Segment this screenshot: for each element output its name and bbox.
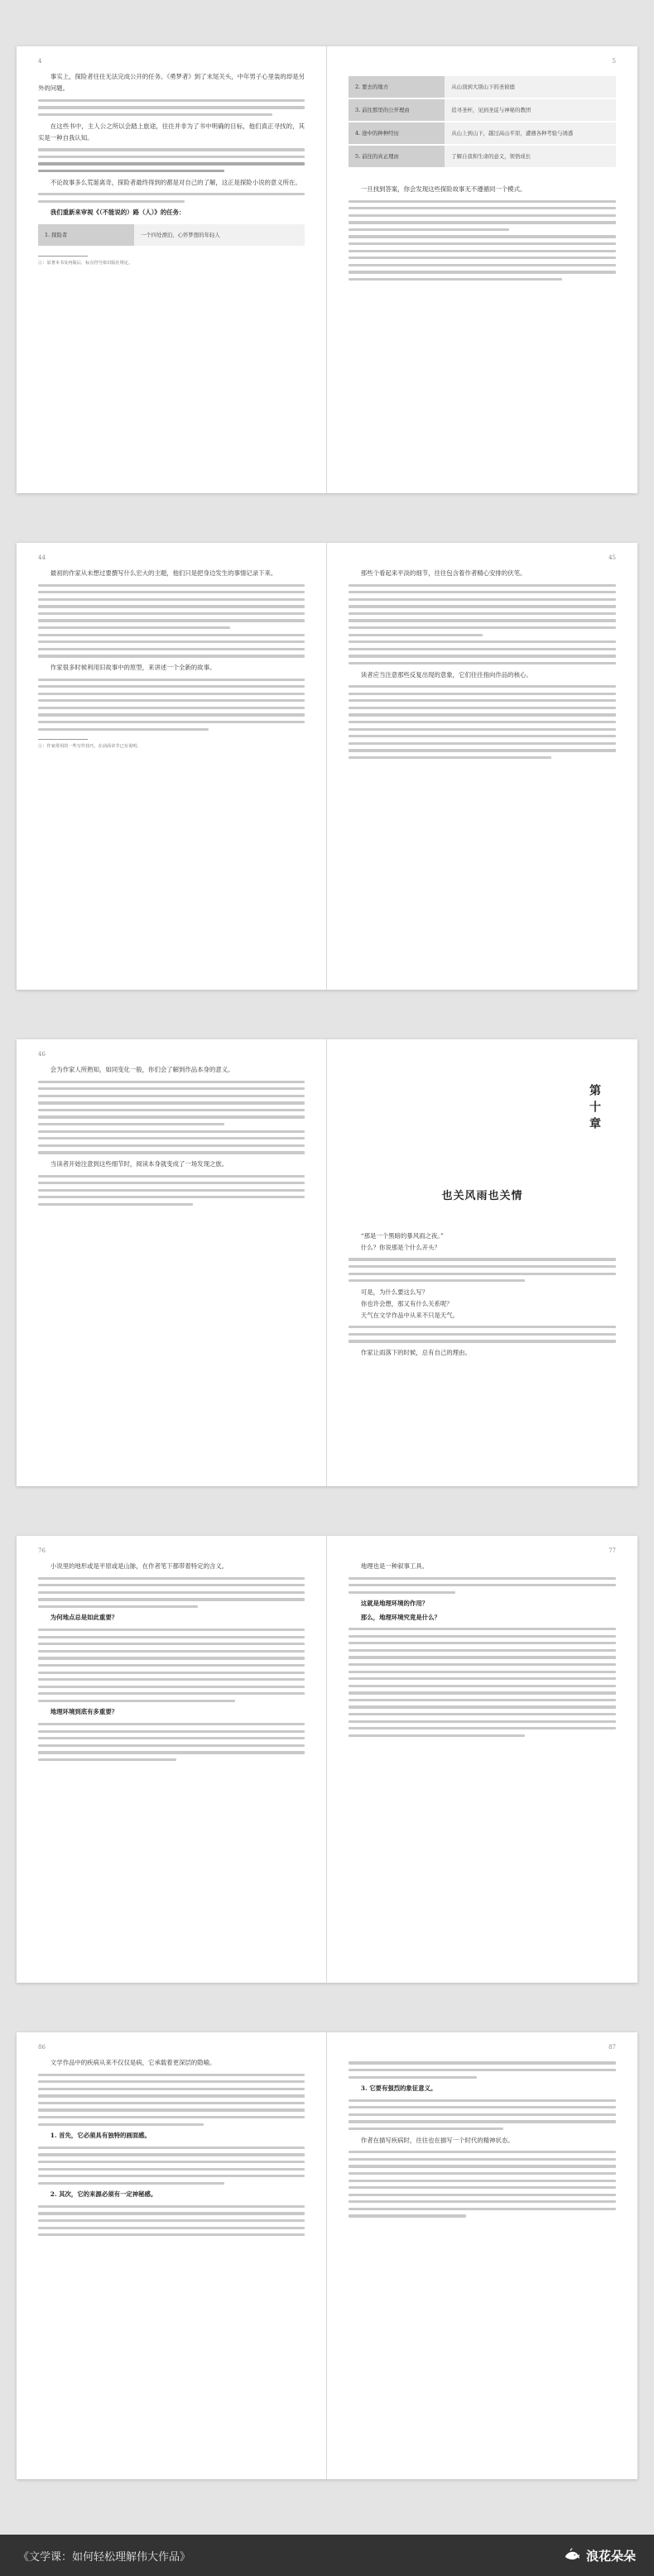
text-lines: [38, 2147, 305, 2185]
text-lines: [349, 685, 616, 759]
table-row: [38, 224, 305, 247]
book-page: [17, 1536, 327, 1983]
table-value: 追寻圣杯，见到圣徒与神秘的教团: [445, 98, 616, 122]
text-lines: [349, 2151, 616, 2217]
table-value: 一个四处漂泊、心怀梦想的年轻人: [134, 224, 305, 247]
page-number: 44: [38, 554, 46, 561]
table-key: 2. 要去的地方: [349, 76, 445, 98]
text-lines: [38, 2074, 305, 2126]
text-lines: [38, 99, 305, 116]
footnote: ①：作家常用的一些写作技巧，在前面章节已有说明。: [38, 743, 142, 749]
body-paragraph: 当读者开始注意到这些细节时，阅读本身就变成了一场发现之旅。: [50, 1159, 228, 1168]
page-number: 5: [612, 58, 616, 65]
book-page: [327, 1536, 637, 1983]
page-number: 45: [608, 554, 616, 561]
book-page: [327, 2032, 637, 2479]
bold-question: 这就是地理环境的作用？: [360, 1600, 429, 1608]
text-lines: [38, 679, 305, 731]
chapter-label: 第十章: [588, 1084, 601, 1134]
brand-logo: [563, 2546, 636, 2564]
numbered-point: 1. 首先，它必须具有独特的画面感。: [50, 2132, 151, 2140]
body-paragraph: 一旦找到答案，你会发现这些探险故事无不遵循同一个模式。: [360, 185, 527, 193]
book-spread: [17, 1039, 637, 1486]
text-lines: [38, 148, 305, 172]
text-lines: [349, 1577, 616, 1594]
chapter-title: 也关风雨也关情: [441, 1190, 523, 1202]
quote-line: “那是一个黑暗的暴风雨之夜。”: [360, 1232, 444, 1240]
table-value: 从山顶到大别山下的圣彼德: [445, 76, 616, 98]
text-lines: [349, 584, 616, 665]
body-paragraph: 作者在描写疾病时，往往也在描写一个时代的精神状态。: [360, 2136, 514, 2144]
body-paragraph: 读者应当注意那些反复出现的意象，它们往往指向作品的核心。: [360, 670, 532, 679]
bold-question: 为何地点总是如此重要？: [50, 1614, 118, 1622]
page-number: 77: [608, 1547, 616, 1554]
body-paragraph: 作家让雨落下的时候，总有自己的理由。: [360, 1349, 471, 1357]
body-paragraph: 不论故事多么荒诞离奇，探险者最终得到的都是对自己的了解，这正是探险小说的意义所在。: [50, 178, 301, 186]
body-paragraph: 地理也是一种叙事工具。: [360, 1562, 429, 1570]
page-number: 4: [38, 58, 42, 65]
quote-line: 你也许会想，那又有什么关系呢？: [360, 1299, 453, 1307]
quote-line: 什么？你说那是个什么开头？: [360, 1244, 440, 1251]
whale-icon: [563, 2546, 581, 2564]
body-paragraph: 事实上，探险者往往无法完成公开的任务。《勇梦者》到了末尾关头，中年男子心里装的却是另外的问题。: [38, 73, 305, 93]
book-page: [327, 543, 637, 990]
text-lines: [349, 200, 616, 281]
brand-name: 浪花朵朵: [585, 2548, 636, 2564]
text-lines: [38, 584, 305, 658]
book-page: [327, 46, 637, 493]
body-paragraph: 作家很多时候利用旧故事中的原型，来讲述一个全新的故事。: [50, 663, 216, 671]
table-key: 4. 途中的种种经历: [349, 122, 445, 145]
body-paragraph: 那些个看起来平淡的细节，往往包含着作者精心安排的伏笔。: [360, 569, 527, 577]
text-lines: [38, 1577, 305, 1609]
text-lines: [349, 1628, 616, 1737]
table-row: [349, 145, 616, 168]
info-table: [349, 76, 616, 169]
book-spread: [17, 46, 637, 493]
bold-question: 我们重新来审视《（不能说的）路（人）》的任务：: [50, 209, 185, 217]
text-lines: [38, 1723, 305, 1761]
table-key: 5. 前往的真正理由: [349, 145, 445, 168]
text-lines: [38, 1629, 305, 1702]
numbered-point: 2. 其次，它的来源必须有一定神秘感。: [50, 2190, 157, 2199]
book-title: 《文学课：如何轻松理解伟大作品》: [18, 2550, 191, 2564]
text-lines: [38, 193, 305, 203]
numbered-point: 3. 它要有强烈的象征意义。: [360, 2084, 437, 2093]
body-paragraph: 最初的作家从未想过要撰写什么宏大的主题，他们只是把身边发生的事情记录下来。: [50, 569, 277, 577]
body-paragraph: 小说里的地形或是平原或是山脉，在作者笔下都带着特定的含义。: [50, 1562, 228, 1570]
book-page: [17, 543, 327, 990]
body-paragraph: 会为作家人所熟知，如同变化一般，你们会了解到作品本身的意义。: [50, 1066, 234, 1073]
bold-question: 地理环境到底有多重要？: [50, 1708, 118, 1716]
text-lines: [38, 2205, 305, 2237]
page-number: 86: [38, 2044, 46, 2051]
body-paragraph: 在这些书中，主人公之所以会踏上旅途，往往并非为了书中明确的目标，他们真正寻找的，其实是一种自我认知。: [38, 122, 305, 142]
quote-line: 可是，为什么要这么写？: [360, 1288, 429, 1296]
footnote-rule: [38, 256, 88, 257]
footnote: ①：原著本书及再版后，标点符号依出版社规定。: [38, 260, 133, 266]
body-paragraph: 文学作品中的疾病从来不仅仅是病，它承载着更深层的隐喻。: [50, 2059, 216, 2066]
text-lines: [349, 2099, 616, 2131]
page-number: 46: [38, 1051, 46, 1058]
page-number: 76: [38, 1547, 46, 1554]
body-paragraph: 天气在文学作品中从来不只是天气。: [360, 1311, 459, 1319]
bold-question: 那么，地理环境究竟是什么？: [360, 1613, 440, 1621]
book-page: [17, 1039, 327, 1486]
table-row: [349, 76, 616, 98]
table-value: 了解自我和生命的意义，领悟成长: [445, 145, 616, 168]
table-key: 1. 探险者: [38, 224, 134, 247]
book-page: [327, 1039, 637, 1486]
table-key: 3. 前往那里的公开理由: [349, 98, 445, 122]
text-lines: [349, 1326, 616, 1342]
table-row: [349, 122, 616, 145]
text-lines: [38, 1081, 305, 1154]
text-lines: [38, 1175, 305, 1206]
book-spread: [17, 1536, 637, 1983]
book-spread: [17, 543, 637, 990]
text-lines: [349, 1258, 616, 1282]
book-page: [17, 46, 327, 493]
info-table: [38, 224, 305, 247]
book-spread: [17, 2032, 637, 2479]
text-lines: [349, 2061, 616, 2078]
table-row: [349, 98, 616, 122]
table-value: 从山上到山下，越过高山平原，遭遇各种考验与诱惑: [445, 122, 616, 145]
footnote-rule: [38, 739, 88, 740]
page-number: 87: [608, 2044, 616, 2051]
book-page: [17, 2032, 327, 2479]
footer-bar: [0, 2535, 654, 2576]
